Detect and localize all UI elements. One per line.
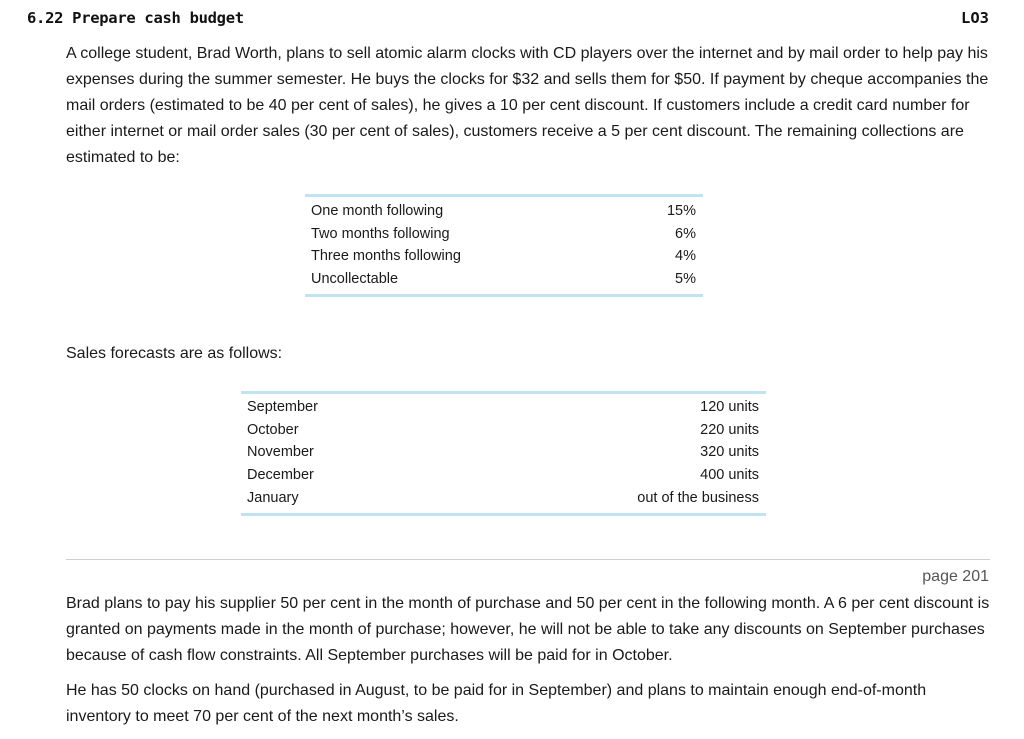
- problem-title: 6.22 Prepare cash budget: [27, 9, 244, 27]
- sales-intro: Sales forecasts are as follows:: [66, 345, 283, 362]
- page-number: page 201: [922, 568, 989, 585]
- row-label: January: [247, 489, 299, 506]
- table-row: [241, 487, 766, 514]
- row-value: 320 units: [700, 444, 759, 461]
- row-value: 220 units: [700, 421, 759, 438]
- table-row: [241, 441, 766, 464]
- collections-table: [305, 194, 703, 297]
- row-label: November: [247, 444, 314, 461]
- row-label: October: [247, 421, 299, 438]
- sales-forecast-table: [241, 391, 766, 516]
- row-value: out of the business: [637, 489, 759, 506]
- table-row: [241, 464, 766, 487]
- table-row: [305, 245, 703, 268]
- learning-objective-tag: LO3: [961, 9, 989, 27]
- problem-header: [27, 9, 989, 31]
- page-break-divider: [66, 559, 990, 560]
- row-label: One month following: [311, 203, 444, 219]
- row-value: 15%: [666, 203, 696, 219]
- table-row: [305, 223, 703, 246]
- table-row: [241, 393, 766, 419]
- row-label: December: [247, 467, 314, 484]
- row-value: 6%: [675, 225, 696, 242]
- row-label: September: [247, 399, 318, 415]
- table-row: [305, 268, 703, 295]
- row-label: Three months following: [311, 248, 461, 265]
- row-value: 5%: [675, 271, 696, 288]
- inventory-paragraph: He has 50 clocks on hand (purchased in August, to be paid for in September) and plans to maintain enough end-of-month inventory to meet 70 per cent of the next month’s sales.: [66, 682, 927, 725]
- intro-paragraph: A college student, Brad Worth, plans to sell atomic alarm clocks with CD players over the internet and by mail order to help pay his expenses during the summer semester. He buys the clocks for $32 and sells them for $50. If payment by cheque accompanies the mail orders (estimated to be 40 per cent of sales), he gives a 10 per cent discount. If customers include a credit card number for either internet or mail order sales (30 per cent of sales), customers receive a 5 per cent discount. The remaining collections are estimated to be:: [66, 45, 989, 166]
- row-label: Uncollectable: [311, 271, 399, 288]
- row-value: 120 units: [700, 399, 759, 415]
- row-value: 4%: [675, 248, 696, 265]
- table-row: [241, 419, 766, 442]
- row-value: 400 units: [700, 467, 759, 484]
- supplier-paragraph: Brad plans to pay his supplier 50 per cent in the month of purchase and 50 per cent in the following month. A 6 per cent discount is granted on payments made in the month of purchase; however, he will not be able to take any discounts on September purchases because of cash flow constraints. All September purchases will be paid for in October.: [66, 595, 990, 664]
- table-row: [305, 196, 703, 223]
- row-label: Two months following: [311, 225, 450, 242]
